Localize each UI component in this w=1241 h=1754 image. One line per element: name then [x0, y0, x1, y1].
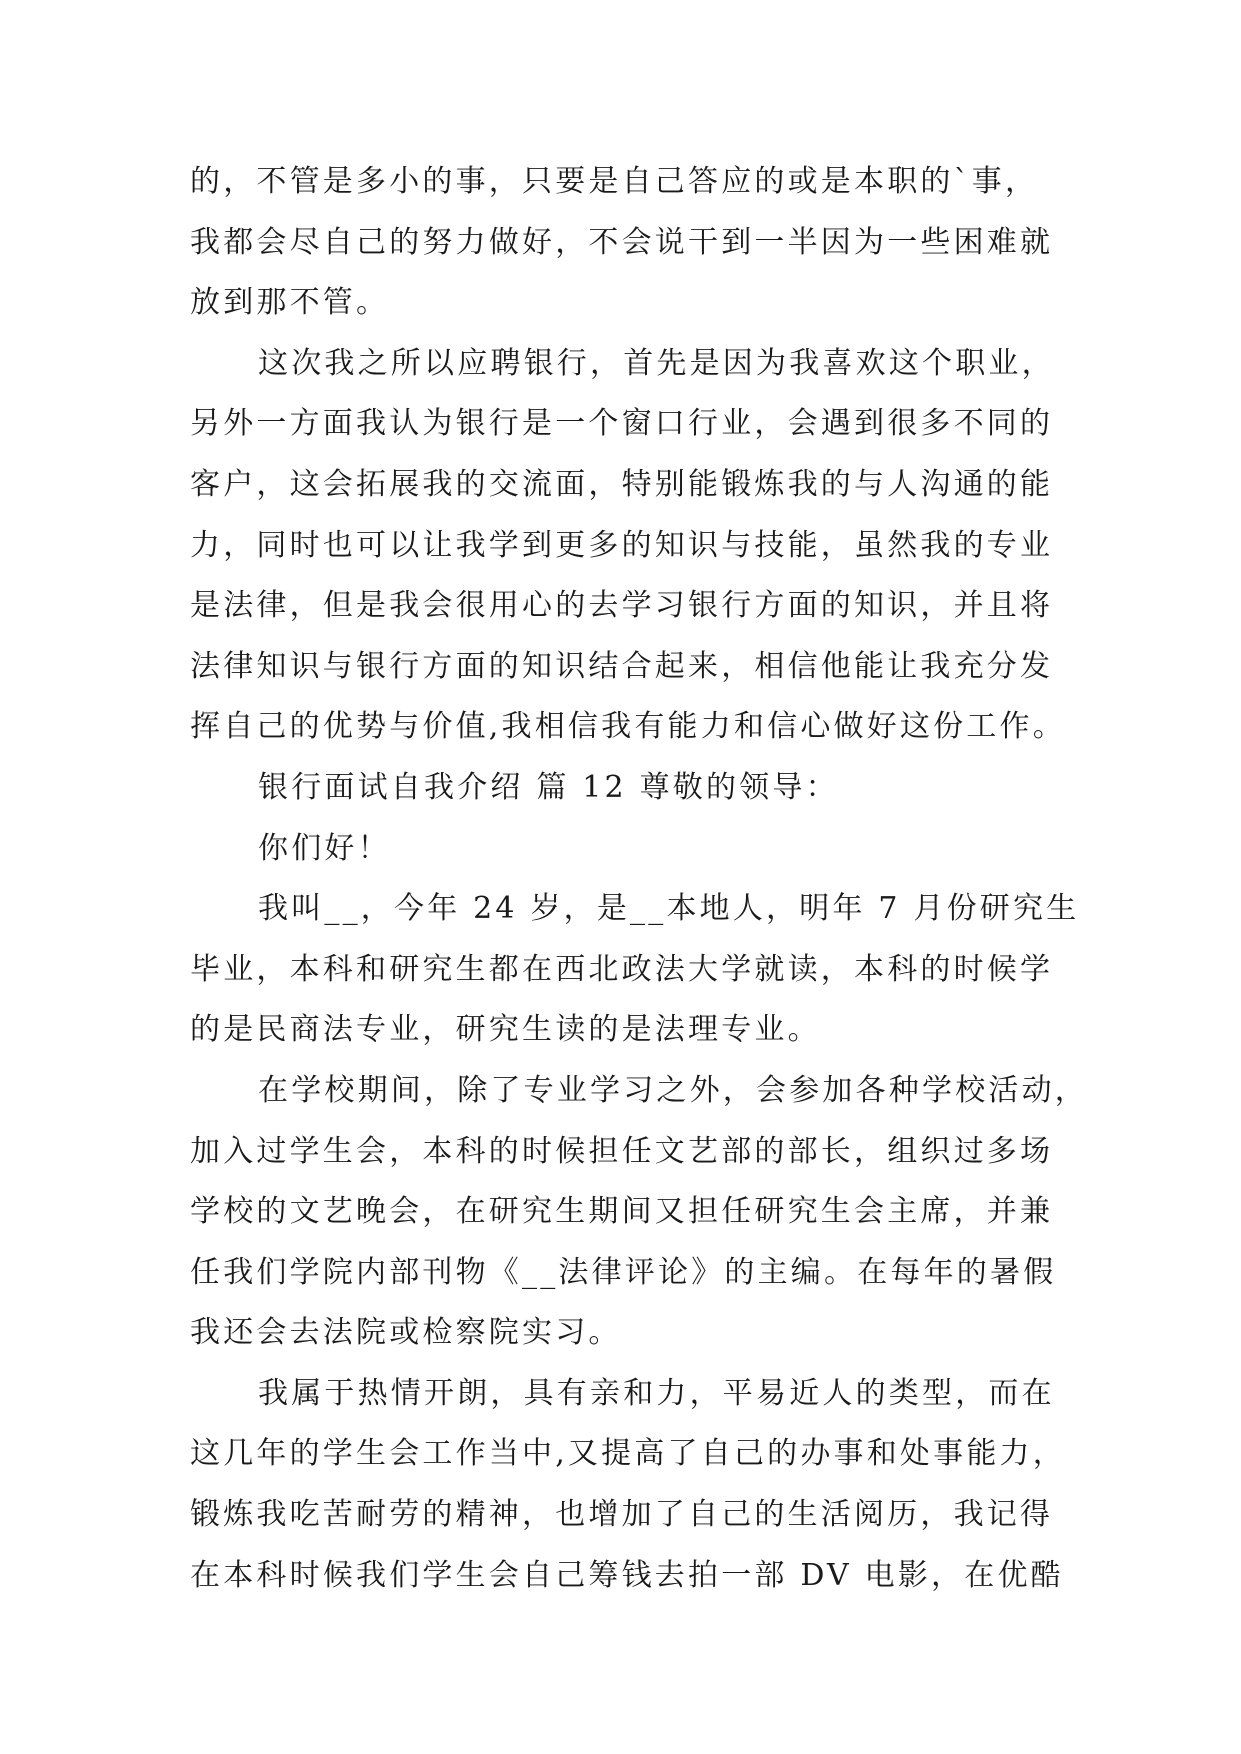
text-line: 法律知识与银行方面的知识结合起来，相信他能让我充分发: [190, 648, 1054, 684]
text-line: 我属于热情开朗，具有亲和力，平易近人的类型，而在: [258, 1375, 1055, 1411]
text-line: 毕业，本科和研究生都在西北政法大学就读，本科的时候学: [190, 951, 1054, 987]
document-body: [190, 152, 1088, 1606]
text-line: 这次我之所以应聘银行，首先是因为我喜欢这个职业，: [258, 345, 1055, 381]
text-line: 我还会去法院或检察院实习。: [190, 1315, 622, 1351]
text-line: 力，同时也可以让我学到更多的知识与技能，虽然我的专业: [190, 527, 1054, 563]
text-line: 在本科时候我们学生会自己筹钱去拍一部 DV 电影，在优酷: [190, 1557, 1064, 1593]
text-line: 任我们学院内部刊物《__法律评论》的主编。在每年的暑假: [190, 1254, 1057, 1290]
text-line: 的，不管是多小的事，只要是自己答应的或是本职的`事，: [190, 164, 1039, 199]
text-line: 学校的文艺晚会，在研究生期间又担任研究生会主席，并兼: [190, 1194, 1054, 1230]
text-line: 的是民商法专业，研究生读的是法理专业。: [190, 1012, 821, 1048]
text-line: 是法律，但是我会很用心的去学习银行方面的知识，并且将: [190, 588, 1054, 624]
text-line: 挥自己的优势与价值,我相信我有能力和信心做好这份工作。: [190, 709, 1066, 745]
text-line: 加入过学生会，本科的时候担任文艺部的部长，组织过多场: [190, 1133, 1054, 1169]
text-line: 在学校期间，除了专业学习之外，会参加各种学校活动，: [258, 1072, 1088, 1108]
text-line: 你们好！: [258, 830, 391, 866]
text-line: 银行面试自我介绍 篇 12 尊敬的领导：: [258, 769, 839, 805]
text-line: 这几年的学生会工作当中,又提高了自己的办事和处事能力，: [190, 1436, 1066, 1472]
text-line: 锻炼我吃苦耐劳的精神，也增加了自己的生活阅历，我记得: [190, 1497, 1054, 1533]
text-line: 客户，这会拓展我的交流面，特别能锻炼我的与人沟通的能: [190, 466, 1054, 502]
text-line: 我叫__，今年 24 岁，是__本地人，明年 7 月份研究生: [258, 891, 1080, 927]
text-line: 放到那不管。: [190, 285, 390, 321]
text-line: 另外一方面我认为银行是一个窗口行业，会遇到很多不同的: [190, 406, 1054, 442]
text-line: 我都会尽自己的努力做好，不会说干到一半因为一些困难就: [190, 224, 1054, 260]
